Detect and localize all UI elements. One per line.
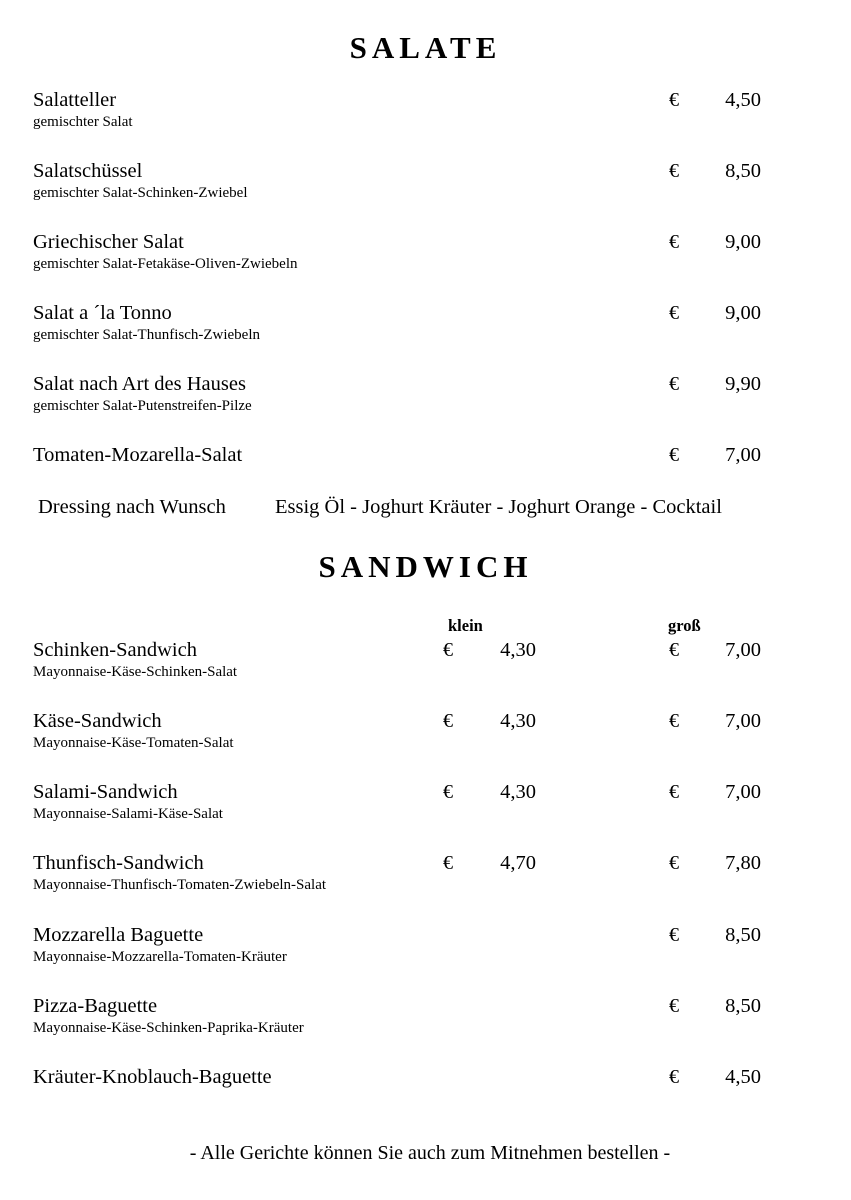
sandwich-item [33,996,823,1046]
salat-item [33,90,823,140]
item-price: 7,00 [725,444,761,466]
euro-sign: € [443,710,453,732]
item-price: 9,00 [725,302,761,324]
euro-sign: € [669,373,679,395]
euro-sign: € [669,995,679,1017]
sandwich-item [33,782,823,832]
column-header-small: klein [448,616,483,635]
item-price-large: 4,50 [725,1066,761,1088]
item-name: Kräuter-Knoblauch-Baguette [33,1066,272,1088]
item-price-small: 4,30 [500,639,536,661]
item-name: Tomaten-Mozarella-Salat [33,444,243,466]
item-price-large: 7,00 [725,781,761,803]
item-description: gemischter Salat-Putenstreifen-Pilze [33,398,252,414]
salat-item [33,374,823,424]
item-name: Käse-Sandwich [33,710,162,732]
item-price: 4,50 [725,89,761,111]
item-description: Mayonnaise-Käse-Tomaten-Salat [33,735,234,751]
item-price: 8,50 [725,160,761,182]
item-price: 9,00 [725,231,761,253]
item-price-small: 4,30 [500,710,536,732]
salat-item [33,303,823,353]
sandwich-item [33,1067,823,1117]
item-description: gemischter Salat-Thunfisch-Zwiebeln [33,327,261,343]
item-name: Salatteller [33,89,117,111]
item-description: gemischter Salat-Fetakäse-Oliven-Zwiebeln [33,256,298,272]
column-header-large: groß [668,616,701,635]
euro-sign: € [443,852,453,874]
takeaway-note: - Alle Gerichte können Sie auch zum Mitnehmen bestellen - [189,1142,671,1164]
euro-sign: € [669,852,679,874]
item-name: Schinken-Sandwich [33,639,197,661]
euro-sign: € [669,1066,679,1088]
euro-sign: € [443,781,453,803]
item-price-large: 8,50 [725,995,761,1017]
item-name: Salatschüssel [33,160,143,182]
sandwich-item [33,925,823,975]
item-description: Mayonnaise-Mozzarella-Tomaten-Kräuter [33,949,287,965]
item-name: Salami-Sandwich [33,781,178,803]
item-description: gemischter Salat [33,114,133,130]
euro-sign: € [669,160,679,182]
euro-sign: € [669,781,679,803]
euro-sign: € [669,231,679,253]
item-name: Salat nach Art des Hauses [33,373,246,395]
euro-sign: € [443,639,453,661]
item-description: Mayonnaise-Käse-Schinken-Salat [33,664,238,680]
sandwich-heading: SANDWICH [318,549,533,584]
item-name: Mozzarella Baguette [33,924,204,946]
euro-sign: € [669,302,679,324]
item-description: Mayonnaise-Thunfisch-Tomaten-Zwiebeln-Salat [33,877,327,893]
item-price-small: 4,70 [500,852,536,874]
item-name: Pizza-Baguette [33,995,158,1017]
item-description: gemischter Salat-Schinken-Zwiebel [33,185,248,201]
euro-sign: € [669,924,679,946]
item-name: Salat a ´la Tonno [33,302,172,324]
dressing-options: Essig Öl - Joghurt Kräuter - Joghurt Orange - Cocktail [275,496,722,518]
euro-sign: € [669,444,679,466]
item-description: Mayonnaise-Käse-Schinken-Paprika-Kräuter [33,1020,304,1036]
euro-sign: € [669,710,679,732]
item-price-large: 8,50 [725,924,761,946]
sandwich-item [33,711,823,761]
sandwich-item [33,640,823,690]
item-price-large: 7,00 [725,710,761,732]
salat-item [33,161,823,211]
item-name: Thunfisch-Sandwich [33,852,204,874]
item-description: Mayonnaise-Salami-Käse-Salat [33,806,223,822]
item-price-large: 7,80 [725,852,761,874]
item-price-large: 7,00 [725,639,761,661]
salat-item [33,232,823,282]
item-price-small: 4,30 [500,781,536,803]
euro-sign: € [669,639,679,661]
salate-heading: SALATE [349,30,502,65]
item-name: Griechischer Salat [33,231,184,253]
euro-sign: € [669,89,679,111]
salat-item [33,445,823,495]
dressing-label: Dressing nach Wunsch [38,496,226,518]
sandwich-item [33,853,823,903]
item-price: 9,90 [725,373,761,395]
